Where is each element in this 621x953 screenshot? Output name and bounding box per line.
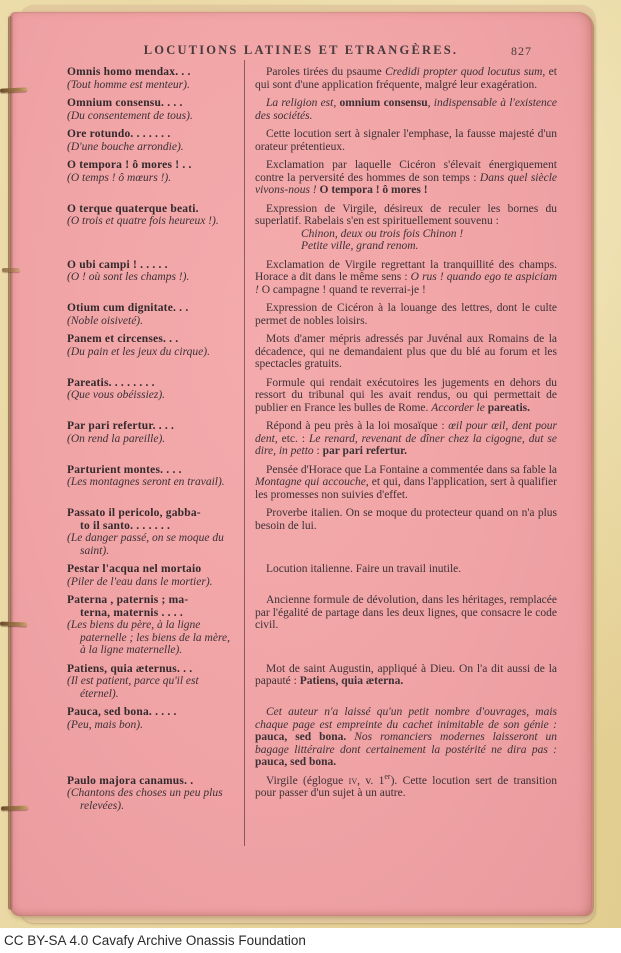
text-segment: pauca, sed bona. (255, 756, 337, 768)
entry-term-column (67, 377, 237, 415)
entry-term-column (67, 159, 237, 197)
text-segment: Pensée d'Horace que La Fontaine a commentée dans sa fable la (266, 463, 557, 476)
entry-definition (255, 594, 557, 632)
entry-row (67, 302, 557, 327)
entry-row (67, 663, 557, 701)
entry-definition (255, 333, 557, 371)
entry-definition-column (255, 507, 557, 557)
page-number: 827 (511, 44, 532, 58)
text-segment: Exclamation par laquelle Cicéron s'élevait énergiquement contre la perversité des hommes de son temps : (255, 159, 557, 184)
entry-term: Paulo majora canamus. . (67, 774, 194, 787)
entries-container (67, 66, 557, 818)
entry-gloss: (On rend la pareille). (67, 432, 166, 445)
entry-definition-column (255, 420, 557, 458)
entry-term-column (67, 706, 237, 769)
entry-term-column (67, 128, 237, 153)
text-segment: , etc. : (274, 432, 309, 445)
page-header-title: LOCUTIONS LATINES ET ETRANGÈRES. (143, 43, 459, 57)
entry-definition (255, 771, 557, 800)
entry-term: O terque quaterque beati. (67, 202, 199, 215)
book-page (10, 12, 594, 916)
text-segment: Nos romanciers modernes laisseront un bagage littéraire dont certainement la postérité ne dira pas : (255, 731, 557, 756)
entry-term: Omnis homo mendax. . . (67, 66, 191, 78)
entry-definition (255, 259, 557, 297)
entry-gloss: (Les biens du père, à la ligne paternelle ; les biens de la mère, à la ligne maternelle). (67, 619, 230, 656)
entry-row (67, 97, 557, 122)
entry-gloss: (Il est patient, parce qu'il est éternel). (67, 675, 199, 700)
entry-term-column (67, 66, 237, 91)
text-segment: iv (348, 774, 358, 787)
text-segment: Patiens, quia æterna. (299, 675, 404, 687)
text-segment: Formule qui rendait exécutoires les jugements en dehors du ressort du tribunal qui les avait rendus, ou qui permettait de publier en France les bulles de Rome. (255, 376, 557, 414)
text-segment: Cet auteur n'a laissé qu'un petit nombre d'ouvrages, mais chaque page est empreinte du cachet inimitable de son génie : (255, 706, 557, 731)
text-segment: Dans quel siècle vivons-nous ! (255, 171, 557, 196)
text-segment: Proverbe italien. On se moque du protecteur quand on n'a plus besoin de lui. (255, 507, 557, 532)
entry-definition-column (255, 66, 557, 91)
entry-row (67, 771, 557, 813)
entry-row (67, 377, 557, 415)
entry-definition-column (255, 128, 557, 153)
entry-term: Paterna , paternis ; ma- terna, maternis . . . . (67, 594, 189, 619)
entry-definition-column (255, 97, 557, 122)
text-segment: œil pour œil, dent pour dent (255, 420, 557, 445)
entry-definition (255, 663, 557, 688)
entry-definition (255, 420, 557, 458)
text-segment: La religion est, (266, 97, 340, 109)
entry-definition-column (255, 377, 557, 415)
text-segment: pareatis. (487, 401, 530, 414)
entry-definition (255, 128, 557, 153)
entry-definition-column (255, 771, 557, 813)
entry-definition (255, 706, 557, 769)
text-segment: Exclamation de Virgile regrettant la tranquillité des champs. Horace a dit dans le même sens : (255, 258, 557, 283)
entry-definition (255, 563, 557, 576)
entry-term: Pareatis. . . . . . . . (67, 376, 155, 389)
entry-row (67, 563, 557, 588)
text-segment: Paroles tirées du psaume (266, 66, 386, 78)
text-segment: Locution italienne. Faire un travail inutile. (266, 563, 462, 575)
entry-row (67, 507, 557, 557)
text-segment: Credidi propter quod locutus sum (385, 66, 543, 78)
entry-row (67, 259, 557, 297)
binding-stitch (2, 268, 20, 272)
entry-gloss: (Du consentement de tous). (67, 109, 193, 122)
entry-term-column (67, 203, 237, 253)
entry-definition (255, 302, 557, 327)
entry-definition-column (255, 563, 557, 588)
entry-definition-column (255, 464, 557, 502)
text-segment: Accorder le (431, 401, 488, 414)
text-segment: Mot de saint Augustin, appliqué à Dieu. On l'a dit aussi de la papauté : (255, 662, 557, 687)
entry-term: Patiens, quia æternus. . . (67, 662, 193, 675)
entry-term-column (67, 594, 237, 657)
text-segment: Virgile (églogue (266, 774, 349, 787)
license-bar (0, 928, 621, 953)
text-segment: Le renard, revenant de dîner chez la cigogne, dut se dire, in petto (255, 432, 557, 457)
entry-gloss: (O trois et quatre fois heureux !). (67, 215, 219, 227)
text-segment: , et qui, dans l'application, sert à qualifier les promesses non suivies d'effet. (255, 476, 557, 501)
entry-gloss: (O ! où sont les champs !). (67, 271, 190, 283)
text-segment: O rus ! quando ego te aspiciam ! (255, 271, 557, 296)
entry-term-column (67, 97, 237, 122)
text-segment: Ancienne formule de dévolution, dans les héritages, remplacée par l'égalité de partage dans les deux lignes, que consacre le code civil. (255, 594, 557, 631)
entry-row (67, 706, 557, 769)
entry-definition (255, 203, 557, 228)
text-segment: O campagne ! quand te reverrai-je ! (258, 283, 426, 296)
entry-row (67, 203, 557, 253)
entry-term-column (67, 663, 237, 701)
text-segment: Expression de Virgile, désireux de reculer les bornes du superlatif. Rabelais s'en est spirituellement souvenu : (255, 202, 557, 227)
entry-term-column (67, 775, 237, 813)
text-segment: : (313, 445, 323, 457)
entry-definition-column (255, 594, 557, 657)
binding-crease (8, 16, 13, 910)
entry-definition-column (255, 333, 557, 371)
text-segment: ). Cette locution sert de transition pour passer d'un sujet à un autre. (255, 774, 557, 799)
entry-row (67, 594, 557, 657)
entry-row (67, 420, 557, 458)
entry-definition-column (255, 203, 557, 253)
entry-term-column (67, 259, 237, 297)
entry-definition-column (255, 706, 557, 769)
entry-gloss: (Du pain et les jeux du cirque). (67, 345, 210, 358)
entry-row (67, 333, 557, 371)
text-segment: Cette locution sert à signaler l'emphase, la fausse majesté d'un orateur prétentieux. (255, 128, 557, 153)
entry-row (67, 128, 557, 153)
entry-term-column (67, 507, 237, 557)
verse-line: Petite ville, grand renom. (301, 240, 419, 252)
running-head (10, 43, 592, 61)
binding-stitch (0, 622, 27, 627)
entry-definition (255, 159, 557, 197)
text-segment: Mots d'amer mépris adressés par Juvénal aux Romains de la décadence, qui ne demandaient plus que du blé au forum et les spectacles gratuits. (255, 333, 557, 370)
text-segment: omnium consensu (339, 97, 428, 109)
text-segment: pauca, sed bona. (255, 731, 347, 743)
entry-term: O tempora ! ô mores ! . . (67, 159, 192, 171)
text-segment: Expression de Cicéron à la louange des lettres, dont le culte permet de nobles loisirs. (255, 302, 557, 327)
entry-gloss: (Que vous obéissiez). (67, 389, 166, 401)
entry-gloss: (Le danger passé, on se moque du saint). (67, 532, 224, 557)
entry-gloss: (Tout homme est menteur). (67, 78, 190, 91)
entry-definition (255, 377, 557, 415)
entry-term: Parturient montes. . . . (67, 463, 182, 476)
entry-gloss: (Noble oisiveté). (67, 314, 144, 327)
entry-gloss: (O temps ! ô mœurs !). (67, 171, 172, 184)
text-segment: Répond à peu près à la loi mosaïque : (266, 420, 449, 432)
text-segment: , indispensable à l'existence des sociétés. (255, 97, 557, 122)
entry-term: Par pari refertur. . . . (67, 420, 175, 432)
text-segment: , et qui sont d'une application fréquente, malgré leur exagération. (255, 66, 557, 91)
license-text: CC BY-SA 4.0 Cavafy Archive Onassis Foundation (4, 933, 306, 948)
entry-definition-column (255, 302, 557, 327)
entry-term-column (67, 333, 237, 371)
entry-term: Omnium consensu. . . . (67, 97, 183, 109)
entry-gloss: (Peu, mais bon). (67, 718, 144, 731)
text-segment: O tempora ! ô mores ! (319, 184, 428, 196)
entry-term-column (67, 302, 237, 327)
entry-gloss: (D'une bouche arrondie). (67, 140, 184, 153)
entry-definition-column (255, 159, 557, 197)
entry-term: Pauca, sed bona. . . . . (67, 706, 177, 718)
entry-term: Pestar l'acqua nel mortaio (67, 563, 202, 575)
entry-term-column (67, 420, 237, 458)
entry-term: Panem et circenses. . . (67, 333, 179, 345)
entry-row (67, 66, 557, 91)
entry-term: Ore rotundo. . . . . . . (67, 128, 171, 140)
entry-definition (255, 66, 557, 91)
entry-definition-column (255, 259, 557, 297)
text-segment: par pari refertur. (322, 445, 408, 457)
entry-term: Passato il pericolo, gabba- to il santo. . . . . . . (67, 507, 201, 532)
entry-term: O ubi campi ! . . . . . (67, 258, 168, 271)
entry-definition (255, 97, 557, 122)
entry-definition-column (255, 663, 557, 701)
text-segment: er (384, 771, 391, 781)
entry-gloss: (Piler de l'eau dans le mortier). (67, 575, 213, 588)
entry-term: Otium cum dignitate. . . (67, 302, 189, 314)
text-segment: Montagne qui accouche (255, 476, 366, 488)
entry-row (67, 159, 557, 197)
entry-term-column (67, 563, 237, 588)
entry-gloss: (Chantons des choses un peu plus relevées). (67, 787, 223, 812)
entry-definition (255, 464, 557, 502)
entry-row (67, 464, 557, 502)
verse-line: Chinon, deux ou trois fois Chinon ! (301, 227, 464, 240)
entry-term-column (67, 464, 237, 502)
text-segment: , v. 1 (357, 774, 385, 787)
entry-definition (255, 507, 557, 532)
entry-gloss: (Les montagnes seront en travail). (67, 476, 225, 488)
